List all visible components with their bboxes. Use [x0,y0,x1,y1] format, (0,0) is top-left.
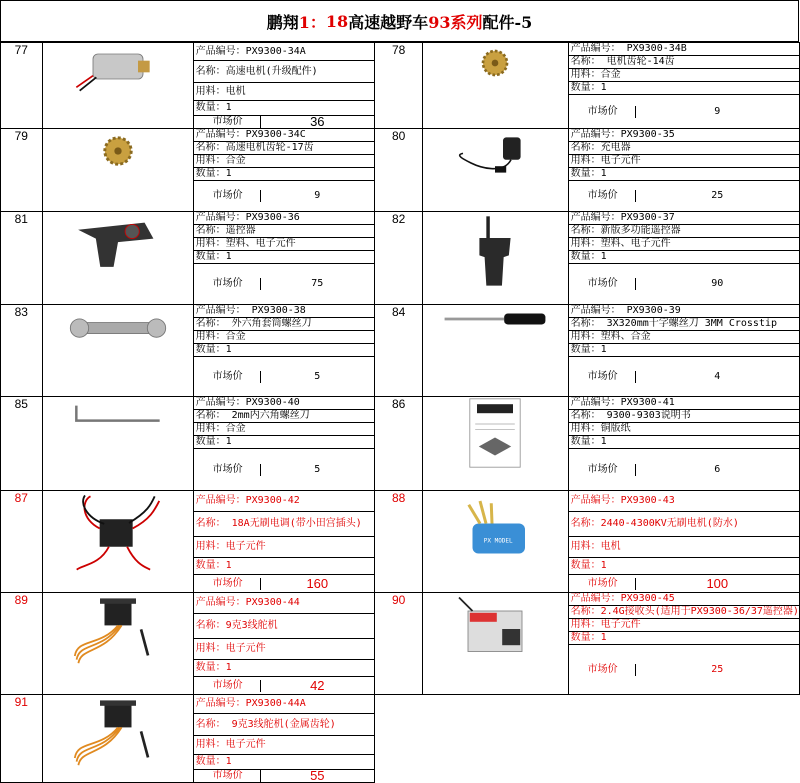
product-code-line: 产品编号：PX9300-42 [194,491,374,512]
product-qty-line: 数量：1 [569,168,799,181]
product-name: 2.4G接收头(适用于PX9300-36/37遥控器) [600,606,799,617]
product-qty: 1 [600,344,607,355]
product-qty-line: 数量：1 [194,344,374,357]
product-price: 160 [306,575,329,591]
item-number: 84 [375,305,423,397]
price-label: 市场价 [194,464,261,476]
product-qty-line: 数量：1 [569,82,799,95]
price-label: 市场价 [569,371,636,383]
product-price-line [194,677,374,694]
product-material: 电子元件 [225,739,266,750]
product-material-line: 用料：电子元件 [194,639,374,660]
product-info [193,129,374,212]
product-name-line: 名称：遥控器 [194,225,374,238]
product-code-line: 产品编号：PX9300-43 [569,491,799,512]
product-price-line [569,264,799,304]
product-info [193,593,374,695]
title-category: 高速越野车 [348,12,429,32]
product-material: 电机 [225,86,246,97]
product-name: 9300-9303说明书 [600,410,691,421]
product-material-line: 用料：电子元件 [194,537,374,558]
product-name: 电机齿轮-14齿 [600,56,675,67]
product-name-line: 名称：高速电机齿轮-17齿 [194,142,374,155]
product-qty: 1 [225,168,232,179]
product-code-line: 产品编号：PX9300-40 [194,397,374,410]
item-number: 82 [375,212,423,305]
item-number: 90 [375,593,423,695]
product-qty: 1 [225,344,232,355]
product-price-line [194,770,374,782]
servo-icon [63,695,173,767]
item-number: 80 [375,129,423,212]
product-code: PX9300-34B [620,43,687,54]
product-material-line: 用料：塑料、电子元件 [569,238,799,251]
remote-control-icon [469,212,521,290]
product-name: 高速电机齿轮-17齿 [225,142,314,153]
product-qty-line: 数量：1 [569,344,799,357]
hex-key-icon [68,397,168,431]
product-price: 90 [711,278,724,289]
table-row [1,397,800,491]
product-price: 25 [711,190,724,201]
product-info [568,593,799,695]
product-qty: 1 [600,168,607,179]
title-series: 93系列 [428,12,483,32]
empty-cell [375,695,423,783]
product-price: 42 [310,677,325,693]
product-name-line: 名称： 外六角套筒螺丝刀 [194,318,374,331]
table-row [1,695,800,783]
product-price-line [194,575,374,592]
product-price-line [194,357,374,396]
product-info [193,397,374,491]
product-price-line [569,95,799,128]
table-row [1,305,800,397]
product-info [193,491,374,593]
product-price: 75 [311,278,324,289]
product-info [193,212,374,305]
product-material-line: 用料：合金 [194,331,374,344]
product-material: 电机 [600,541,621,552]
item-number: 89 [1,593,43,695]
empty-cell [423,695,568,783]
product-price-line [194,264,374,304]
product-photo [42,491,193,593]
price-label: 市场价 [194,190,261,202]
esc-icon [63,491,173,575]
product-price: 9 [314,190,321,201]
price-label: 市场价 [569,578,636,590]
product-material-line: 用料：电机 [569,537,799,558]
product-code: PX9300-44A [245,698,306,709]
product-name-line: 名称：充电器 [569,142,799,155]
product-code: PX9300-38 [245,305,306,316]
product-material: 塑料、电子元件 [600,238,671,249]
brushless-motor-icon [450,491,540,571]
product-price-line [569,575,799,592]
price-label: 市场价 [194,680,261,692]
product-photo [42,695,193,783]
title-brand: 鹏翔 [266,12,299,32]
product-photo [42,305,193,397]
product-qty: 1 [225,102,232,113]
product-material-line: 用料：合金 [194,155,374,168]
product-material: 塑料、合金 [600,331,651,342]
title-scale-a: 1： [298,12,326,32]
title-suffix: 配件-5 [482,12,533,32]
product-code: PX9300-36 [245,212,300,223]
product-price: 5 [314,370,321,382]
product-photo [423,305,568,397]
product-qty-line: 数量：1 [194,558,374,575]
product-qty-line: 数量：1 [194,755,374,770]
table-row [1,212,800,305]
product-code: PX9300-34C [245,129,306,140]
product-info [568,305,799,397]
product-material-line: 用料：塑料、合金 [569,331,799,344]
product-code-line: 产品编号：PX9300-41 [569,397,799,410]
price-label: 市场价 [194,578,261,590]
product-photo [423,397,568,491]
product-photo [423,491,568,593]
product-price: 9 [714,105,721,117]
product-qty: 1 [600,560,607,571]
item-number: 79 [1,129,43,212]
product-material-line: 用料：电机 [194,83,374,101]
product-code-line: 产品编号：PX9300-45 [569,593,799,606]
product-code: PX9300-42 [245,495,300,506]
motor-icon [68,43,168,95]
product-photo [42,397,193,491]
product-name: 3X320mm十字螺丝刀 3MM Crosstip [600,318,778,329]
price-label: 市场价 [569,464,636,476]
product-name-line: 名称：新版多功能遥控器 [569,225,799,238]
gear-icon [96,129,140,173]
gear-icon [475,43,515,83]
product-material-line: 用料：电子元件 [569,619,799,632]
product-qty: 1 [225,251,232,262]
price-label: 市场价 [194,116,261,128]
price-label: 市场价 [569,278,636,290]
screwdriver-icon [440,305,550,333]
product-name: 新版多功能遥控器 [600,225,681,236]
remote-control-icon [63,212,173,274]
product-info [193,695,374,783]
title-scale-b: 18 [325,11,349,31]
product-qty-line: 数量：1 [569,632,799,645]
product-material: 合金 [600,69,621,80]
table-row [1,129,800,212]
product-name: 遥控器 [225,225,256,236]
product-name: 外六角套筒螺丝刀 [225,318,312,329]
product-code-line: 产品编号：PX9300-34A [194,43,374,61]
manual-icon [468,397,522,469]
table-row [1,593,800,695]
socket-wrench-icon [63,305,173,353]
item-number: 86 [375,397,423,491]
product-name-line: 名称： 9克3线舵机(金属齿轮) [194,714,374,736]
item-number: 91 [1,695,43,783]
price-label: 市场价 [569,664,636,676]
product-price: 5 [314,463,321,475]
item-number: 78 [375,43,423,129]
product-material: 电子元件 [600,155,641,166]
product-material: 电子元件 [600,619,641,630]
receiver-icon [440,593,550,665]
product-code: PX9300-44 [245,597,300,608]
product-material-line: 用料：电子元件 [569,155,799,168]
product-qty-line: 数量：1 [569,436,799,449]
product-name: 2440-4300KV无刷电机(防水) [600,518,739,529]
price-label: 市场价 [194,278,261,290]
product-name: 充电器 [600,142,631,153]
product-code: PX9300-39 [620,305,681,316]
product-price-line [569,449,799,490]
product-photo [42,43,193,129]
product-name-line: 名称： 18A无刷电调(带小田宫插头) [194,512,374,537]
product-qty: 1 [225,756,232,767]
item-number: 77 [1,43,43,129]
product-price-line [569,645,799,694]
product-material: 铜版纸 [600,423,631,434]
empty-cell [568,695,799,783]
product-material-line: 用料：合金 [569,69,799,82]
product-name-line: 名称：9克3线舵机 [194,614,374,639]
product-name: 9克3线舵机(金属齿轮) [225,719,336,730]
product-price: 4 [714,370,721,382]
price-label: 市场价 [569,106,636,118]
product-code: PX9300-37 [620,212,675,223]
product-name-line: 名称：2.4G接收头(适用于PX9300-36/37遥控器) [570,606,799,617]
parts-table [0,42,800,783]
product-qty: 1 [600,632,607,643]
product-material: 合金 [225,423,246,434]
product-info [568,397,799,491]
product-code: PX9300-43 [620,495,675,506]
product-name-line: 名称： 3X320mm十字螺丝刀 3MM Crosstip [569,318,799,331]
product-code-line: 产品编号：PX9300-34C [194,129,374,142]
product-photo [423,43,568,129]
product-qty-line: 数量：1 [194,251,374,264]
product-info [568,129,799,212]
product-price: 36 [310,116,325,128]
page-title [0,0,799,42]
product-info [568,212,799,305]
item-number: 87 [1,491,43,593]
item-number: 81 [1,212,43,305]
product-qty-line: 数量：1 [569,251,799,264]
product-photo [42,129,193,212]
product-material: 合金 [225,155,246,166]
product-code: PX9300-40 [245,397,300,408]
product-code-line: 产品编号： PX9300-34B [569,43,799,56]
product-code-line: 产品编号：PX9300-44A [194,695,374,714]
product-qty: 1 [225,662,232,673]
product-price-line [194,116,374,128]
product-info [568,491,799,593]
product-price: 100 [706,575,729,591]
product-name-line: 名称：2440-4300KV无刷电机(防水) [569,512,799,537]
product-price-line [569,181,799,211]
product-material: 塑料、电子元件 [225,238,296,249]
product-info [193,43,374,129]
item-number: 83 [1,305,43,397]
product-price-line [194,449,374,490]
product-name: 9克3线舵机 [225,620,278,631]
product-code: PX9300-34A [245,46,306,57]
product-info [193,305,374,397]
product-qty-line: 数量：1 [194,660,374,677]
product-name: 高速电机(升级配件) [225,66,318,77]
product-material: 电子元件 [225,643,266,654]
charger-icon [447,129,543,181]
product-name-line: 名称： 2mm内六角螺丝刀 [194,410,374,423]
product-code-line: 产品编号： PX9300-39 [569,305,799,318]
table-row [1,491,800,593]
product-code-line: 产品编号：PX9300-44 [194,593,374,614]
product-name: 18A无刷电调(带小田宫插头) [225,518,362,529]
product-qty: 1 [600,82,607,93]
product-price: 25 [711,663,724,675]
product-photo [423,212,568,305]
product-name-line: 名称：高速电机(升级配件) [194,61,374,83]
product-qty: 1 [225,560,232,571]
product-name: 2mm内六角螺丝刀 [225,410,310,421]
product-qty: 1 [600,251,607,262]
product-code: PX9300-35 [620,129,675,140]
product-photo [423,129,568,212]
product-qty-line: 数量：1 [194,436,374,449]
product-code-line: 产品编号：PX9300-35 [569,129,799,142]
product-code-line: 产品编号：PX9300-37 [569,212,799,225]
product-material-line: 用料：电子元件 [194,736,374,755]
product-code: PX9300-41 [620,397,675,408]
price-label: 市场价 [194,770,261,782]
product-code-line: 产品编号： PX9300-38 [194,305,374,318]
product-qty-line: 数量：1 [194,101,374,116]
product-material-line: 用料：合金 [194,423,374,436]
table-row [1,43,800,129]
product-price: 6 [714,463,721,475]
product-name-line: 名称： 电机齿轮-14齿 [569,56,799,69]
product-material: 合金 [225,331,246,342]
product-photo [42,212,193,305]
product-qty-line: 数量：1 [569,558,799,575]
price-label: 市场价 [194,371,261,383]
product-material-line: 用料：塑料、电子元件 [194,238,374,251]
product-material: 电子元件 [225,541,266,552]
item-number: 88 [375,491,423,593]
product-qty: 1 [225,436,232,447]
product-photo [42,593,193,695]
product-qty: 1 [600,436,607,447]
product-price-line [569,357,799,396]
product-code-line: 产品编号：PX9300-36 [194,212,374,225]
servo-icon [63,593,173,665]
product-name-line: 名称： 9300-9303说明书 [569,410,799,423]
product-info [568,43,799,129]
product-qty-line: 数量：1 [194,168,374,181]
product-price-line [194,181,374,211]
price-label: 市场价 [569,190,636,202]
product-material-line: 用料：铜版纸 [569,423,799,436]
product-code: PX9300-45 [620,593,675,604]
item-number: 85 [1,397,43,491]
product-price: 55 [310,770,325,782]
product-photo [423,593,568,695]
